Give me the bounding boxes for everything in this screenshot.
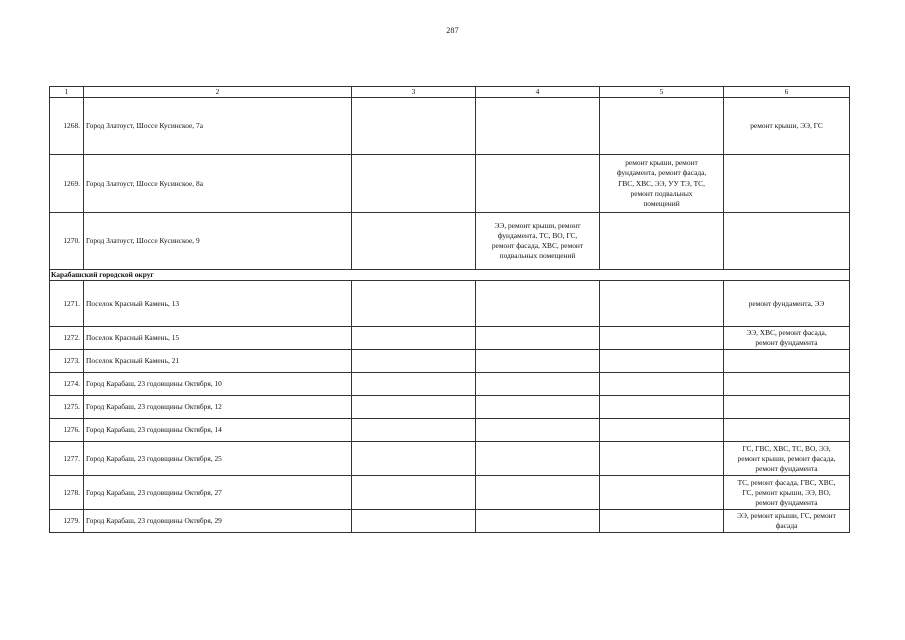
building-address: Город Карабаш, 23 годовщины Октября, 12 [84,396,352,419]
works-line: фундамента, ТС, ВО, ГС, [497,231,578,240]
building-address: Поселок Красный Камень, 13 [84,281,352,327]
building-address: Поселок Красный Камень, 21 [84,350,352,373]
works-cell-6 [724,213,850,270]
works-line: ТС, ремонт фасада, ГВС, ХВС, [737,477,836,487]
works-cell-4 [476,373,600,396]
works-cell-3 [352,213,476,270]
works-line: ЭЭ, ремонт крыши, ремонт [494,220,581,230]
works-cell-3 [352,442,476,476]
column-header-5: 5 [600,87,724,98]
table-row [50,396,850,419]
building-address: Город Карабаш, 23 годовщины Октября, 14 [84,419,352,442]
column-header-1: 1 [50,87,84,98]
works-cell-5 [600,155,724,213]
works-cell-6 [724,350,850,373]
works-line: ремонт крыши, ЭЭ, ГС [750,121,823,131]
table-row [50,98,850,155]
row-number: 1279. [50,510,84,533]
row-number: 1272. [50,327,84,350]
works-cell-3 [352,396,476,419]
works-cell-4 [476,155,600,213]
building-address: Город Златоуст, Шоссе Кусинское, 7а [84,98,352,155]
page-number: 287 [446,26,459,35]
works-cell-3 [352,327,476,350]
column-header-2: 2 [84,87,352,98]
works-cell-6 [724,98,850,155]
building-address: Поселок Красный Камень, 15 [84,327,352,350]
row-number: 1275. [50,396,84,419]
works-cell-3 [352,155,476,213]
building-address: Город Карабаш, 23 годовщины Октября, 10 [84,373,352,396]
works-cell-3 [352,476,476,510]
works-cell-3 [352,510,476,533]
building-address: Город Карабаш, 23 годовщины Октября, 29 [84,510,352,533]
row-number: 1270. [50,213,84,270]
works-line: ремонт крыши, ремонт [625,158,698,168]
works-cell-6 [724,373,850,396]
works-line: фасада [775,521,798,531]
table-row [50,327,850,350]
works-cell-6 [724,419,850,442]
works-cell-5 [600,213,724,270]
works-line: подвальных помещений [499,251,576,261]
row-number: 1269. [50,155,84,213]
column-header-6: 6 [724,87,850,98]
works-line: ремонт фундамента, ЭЭ [748,298,825,308]
table-row [50,476,850,510]
works-cell-6 [724,155,850,213]
works-cell-5 [600,442,724,476]
works-line: ремонт фундамента [755,464,818,474]
row-number: 1277. [50,442,84,476]
table-row [50,155,850,213]
district-name: Карабашский городской округ [50,270,850,281]
works-cell-5 [600,396,724,419]
housing-repair-table [49,86,850,533]
works-cell-4 [476,327,600,350]
works-line: ЭЭ, ХВС, ремонт фасада, [746,328,827,338]
works-cell-4 [476,476,600,510]
row-number: 1274. [50,373,84,396]
works-cell-4 [476,98,600,155]
column-header-3: 3 [352,87,476,98]
table-row [50,419,850,442]
works-line: ремонт фасада, ХВС, ремонт [491,241,584,251]
table-row [50,350,850,373]
works-line: ГВС, ХВС, ЭЭ, УУ ТЭ, ТС, [618,178,705,188]
works-cell-5 [600,350,724,373]
table-row [50,510,850,533]
works-cell-6 [724,442,850,476]
building-address: Город Златоуст, Шоссе Кусинское, 9 [84,213,352,270]
works-cell-4 [476,396,600,419]
works-cell-6 [724,327,850,350]
table-row [50,442,850,476]
works-line: ремонт крыши, ремонт фасада, [737,453,836,463]
works-cell-6 [724,281,850,327]
works-cell-5 [600,419,724,442]
table-header-row [50,87,850,98]
district-heading-row [50,270,850,281]
works-line: ГС, ГВС, ХВС, ТС, ВО, ЭЭ, [742,443,831,453]
works-cell-4 [476,213,600,270]
works-cell-4 [476,419,600,442]
works-cell-5 [600,510,724,533]
works-cell-3 [352,373,476,396]
works-line: ремонт подвальных [630,188,693,198]
works-cell-4 [476,281,600,327]
works-cell-3 [352,350,476,373]
row-number: 1268. [50,98,84,155]
works-cell-3 [352,98,476,155]
works-cell-5 [600,281,724,327]
row-number: 1271. [50,281,84,327]
works-cell-6 [724,510,850,533]
works-cell-3 [352,419,476,442]
works-line: ЭЭ, ремонт крыши, ГС, ремонт [737,511,836,521]
building-address: Город Карабаш, 23 годовщины Октября, 27 [84,476,352,510]
table-row [50,281,850,327]
works-cell-4 [476,350,600,373]
row-number: 1273. [50,350,84,373]
column-header-4: 4 [476,87,600,98]
works-line: фундамента, ремонт фасада, [616,168,707,178]
table-row [50,373,850,396]
works-cell-5 [600,98,724,155]
works-cell-6 [724,476,850,510]
row-number: 1276. [50,419,84,442]
building-address: Город Златоуст, Шоссе Кусинское, 8а [84,155,352,213]
works-cell-5 [600,327,724,350]
works-cell-3 [352,281,476,327]
building-address: Город Карабаш, 23 годовщины Октября, 25 [84,442,352,476]
works-line: помещений [643,199,680,209]
works-cell-6 [724,396,850,419]
works-cell-4 [476,442,600,476]
row-number: 1278. [50,476,84,510]
works-line: ремонт фундамента [755,498,818,508]
works-line: ГС, ремонт крыши, ЭЭ, ВО, [742,487,831,497]
works-line: ремонт фундамента [755,338,818,348]
works-cell-4 [476,510,600,533]
works-cell-5 [600,373,724,396]
table-row [50,213,850,270]
works-cell-5 [600,476,724,510]
